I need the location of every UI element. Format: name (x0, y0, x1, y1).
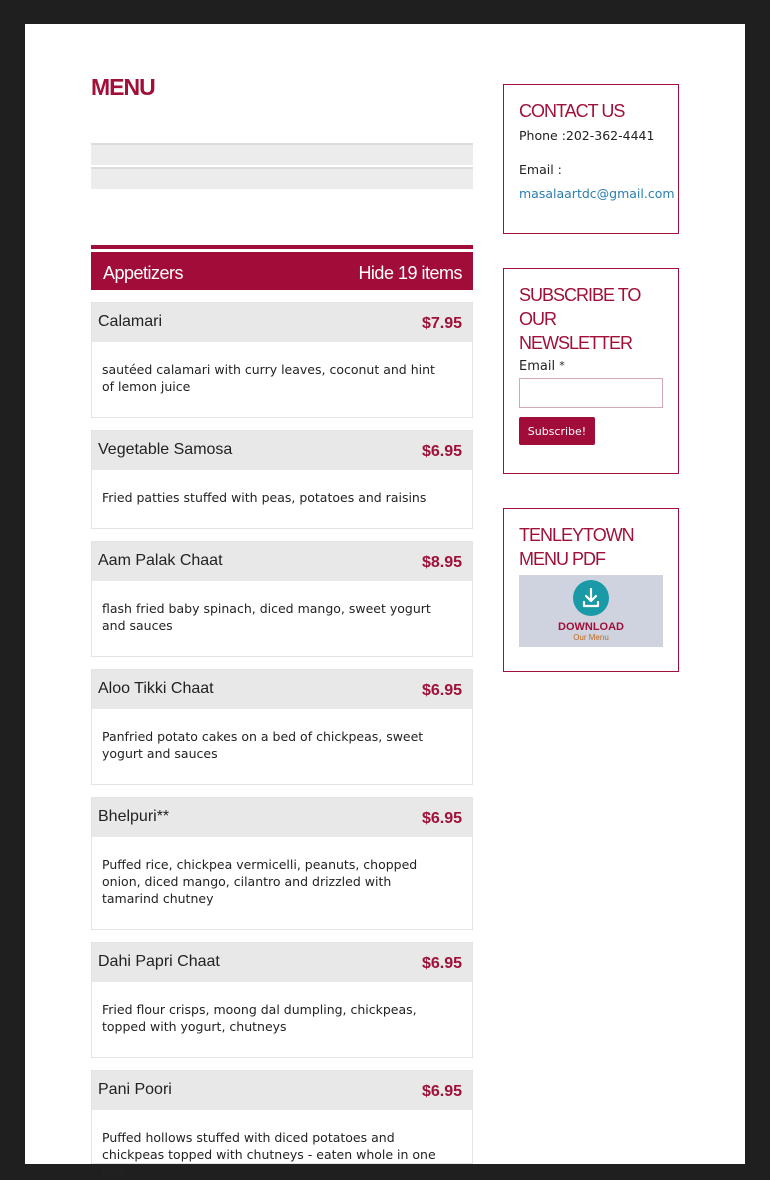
required-mark: * (559, 359, 565, 372)
contact-title: CONTACT US (519, 101, 625, 121)
item-description: Panfried potato cakes on a bed of chickpeas, sweet yogurt and sauces (102, 729, 424, 761)
menu-pdf-widget (503, 508, 679, 672)
item-name: Bhelpuri** (98, 808, 170, 825)
contact-widget (503, 84, 679, 234)
item-name: Aam Palak Chaat (98, 552, 223, 569)
item-description: Puffed rice, chickpea vermicelli, peanuts, chopped onion, diced mango, cilantro and drizzled with tamarind chutney (102, 857, 418, 906)
menu-item (91, 942, 473, 1058)
page (25, 24, 745, 1179)
item-description: Fried patties stuffed with peas, potatoes and raisins (102, 490, 427, 505)
hide-items-toggle[interactable]: Hide 19 items (358, 263, 462, 283)
our-menu-label: Our Menu (573, 633, 609, 642)
menu-item-header (92, 943, 472, 982)
menu-item-header (92, 431, 472, 470)
menu-item (91, 302, 473, 418)
download-menu-button[interactable] (519, 575, 663, 647)
download-label: DOWNLOAD (558, 621, 624, 633)
email-link[interactable]: masalaartdc@gmail.com (519, 186, 675, 201)
menu-item (91, 797, 473, 930)
menu-item (91, 669, 473, 785)
section-name: Appetizers (103, 263, 184, 283)
email-label-text: Email (519, 359, 556, 374)
item-description: sautéed calamari with curry leaves, coconut and hint of lemon juice (102, 362, 435, 394)
menu-item (91, 430, 473, 529)
item-name: Aloo Tikki Chaat (98, 680, 214, 697)
menu-item (91, 1070, 473, 1179)
phone-label: Phone : (519, 128, 566, 143)
menu-item (91, 541, 473, 657)
filter-bar[interactable] (91, 167, 473, 189)
menu-item-header (92, 1071, 472, 1110)
download-icon (573, 580, 609, 616)
section-header-appetizers (91, 245, 473, 290)
item-description: Fried flour crisps, moong dal dumpling, chickpeas, topped with yogurt, chutneys (102, 1002, 417, 1034)
item-description: flash fried baby spinach, diced mango, sweet yogurt and sauces (102, 601, 431, 633)
item-name: Dahi Papri Chaat (98, 953, 220, 970)
item-name: Pani Poori (98, 1081, 172, 1098)
menu-item-header (92, 542, 472, 581)
subscribe-button[interactable]: Subscribe! (519, 417, 595, 445)
phone-number: 202-362-4441 (565, 128, 655, 143)
item-description: Puffed hollows stuffed with diced potatoes and chickpeas topped with chutneys - eaten whole in one bite (102, 1130, 436, 1179)
email-link-line (519, 182, 678, 206)
item-price: $6.95 (421, 682, 462, 699)
menu-pdf-title: TENLEYTOWN MENU PDF (519, 525, 634, 569)
menu-item-header (92, 303, 472, 342)
item-name: Calamari (98, 313, 163, 330)
page-title: MENU (91, 74, 155, 100)
item-price: $6.95 (421, 955, 462, 972)
newsletter-title: SUBSCRIBE TO OUR NEWSLETTER (519, 285, 641, 353)
item-price: $6.95 (421, 1083, 462, 1100)
menu-item-header (92, 798, 472, 837)
item-price: $7.95 (421, 315, 462, 332)
email-label: Email : (519, 162, 562, 177)
newsletter-widget (503, 268, 679, 474)
filter-bar[interactable] (91, 143, 473, 165)
phone-line (519, 124, 678, 148)
item-price: $6.95 (421, 810, 462, 827)
item-price: $6.95 (421, 443, 462, 460)
newsletter-email-label (519, 359, 678, 374)
item-price: $8.95 (421, 554, 462, 571)
newsletter-email-input[interactable] (519, 378, 663, 408)
item-name: Vegetable Samosa (98, 441, 233, 458)
menu-item-header (92, 670, 472, 709)
